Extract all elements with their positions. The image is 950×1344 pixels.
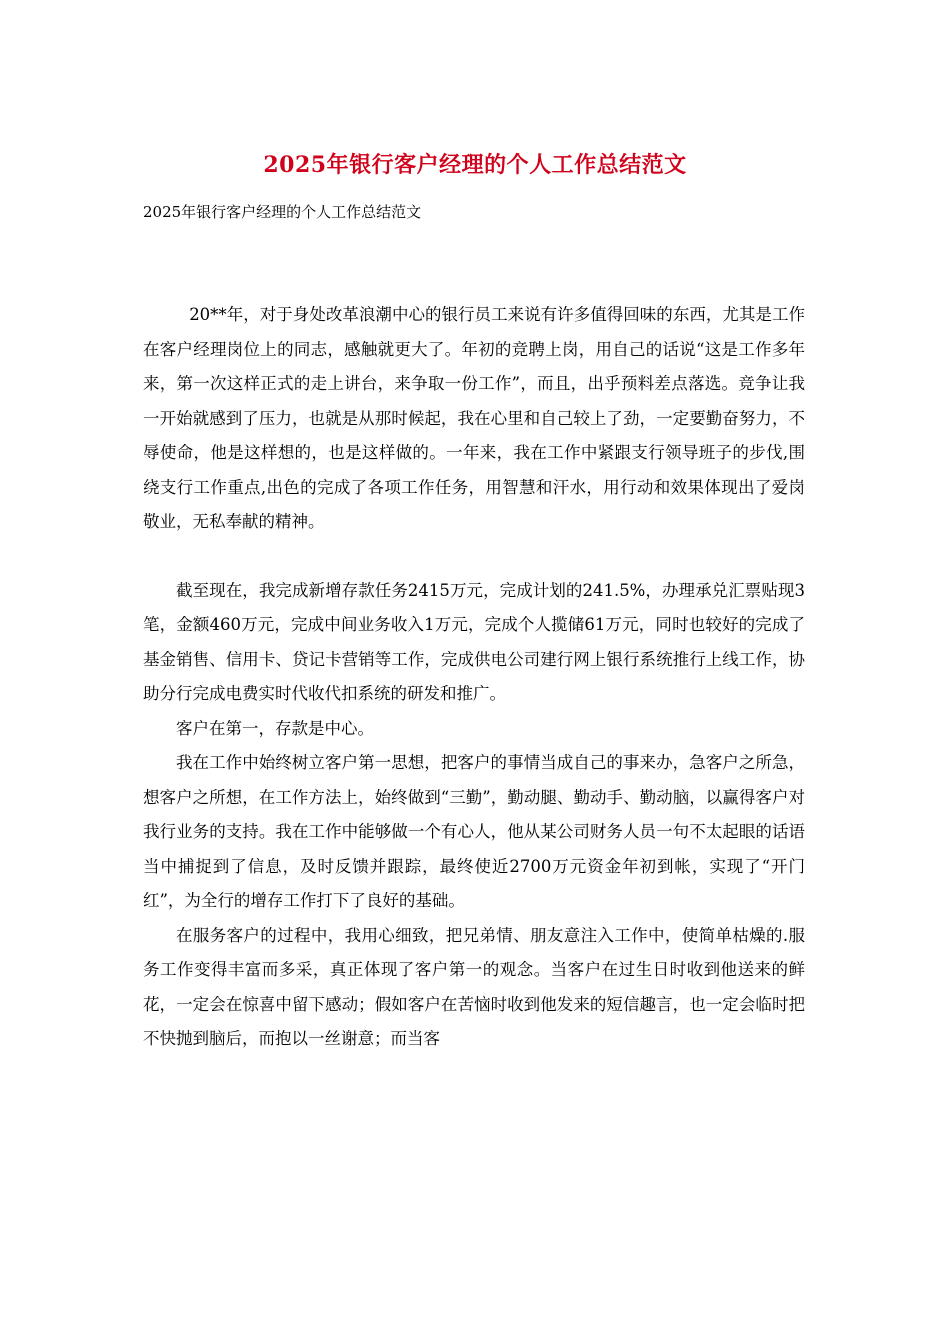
- document-body: [143, 298, 805, 1057]
- paragraph-intro: 20**年，对于身处改革浪潮中心的银行员工来说有许多值得回味的东西，尤其是工作在客户经理岗位上的同志，感触就更大了。年初的竞聘上岗，用自己的话说“这是工作多年来，第一次这样正式的走上讲台，来争取一份工作”，而且，出乎预料差点落选。竞争让我一开始就感到了压力，也就是从那时候起，我在心里和自己较上了劲，一定要勤奋努力，不辱使命，他是这样想的，也是这样做的。一年来，我在工作中紧跟支行领导班子的步伐,围绕支行工作重点,出色的完成了各项工作任务，用智慧和汗水，用行动和效果体现出了爱岗敬业，无私奉献的精神。: [143, 305, 805, 531]
- paragraph-service: 在服务客户的过程中，我用心细致，把兄弟情、朋友意注入工作中，使简单枯燥的.服务工作变得丰富而多采，真正体现了客户第一的观念。当客户在过生日时收到他送来的鲜花，一定会在惊喜中留下感动；假如客户在苦恼时收到他发来的短信趣言，也一定会临时把不快抛到脑后，而抱以一丝谢意；而当客: [143, 925, 805, 1048]
- document-title: 2025年银行客户经理的个人工作总结范文: [263, 152, 687, 178]
- paragraph-customer-first: 我在工作中始终树立客户第一思想，把客户的事情当成自己的事来办，急客户之所急，想客户之所想，在工作方法上，始终做到“三勤”，勤动腿、勤动手、勤动脑，以赢得客户对我行业务的支持。我在工作中能够做一个有心人，他从某公司财务人员一句不太起眼的话语当中捕捉到了信息，及时反馈并跟踪，最终使近2700万元资金年初到帐，实现了“开门红”，为全行的增存工作打下了良好的基础。: [143, 753, 805, 910]
- document-subtitle: 2025年银行客户经理的个人工作总结范文: [143, 203, 422, 221]
- paragraph-heading-customer-first: 客户在第一，存款是中心。: [176, 718, 374, 738]
- paragraph-results: 截至现在，我完成新增存款任务2415万元，完成计划的241.5%，办理承兑汇票贴现3笔，金额460万元，完成中间业务收入1万元，完成个人揽储61万元，同时也较好的完成了基金销售、信用卡、贷记卡营销等工作，完成供电公司建行网上银行系统推行上线工作，协助分行完成电费实时代收代扣系统的研发和推广。: [143, 580, 805, 703]
